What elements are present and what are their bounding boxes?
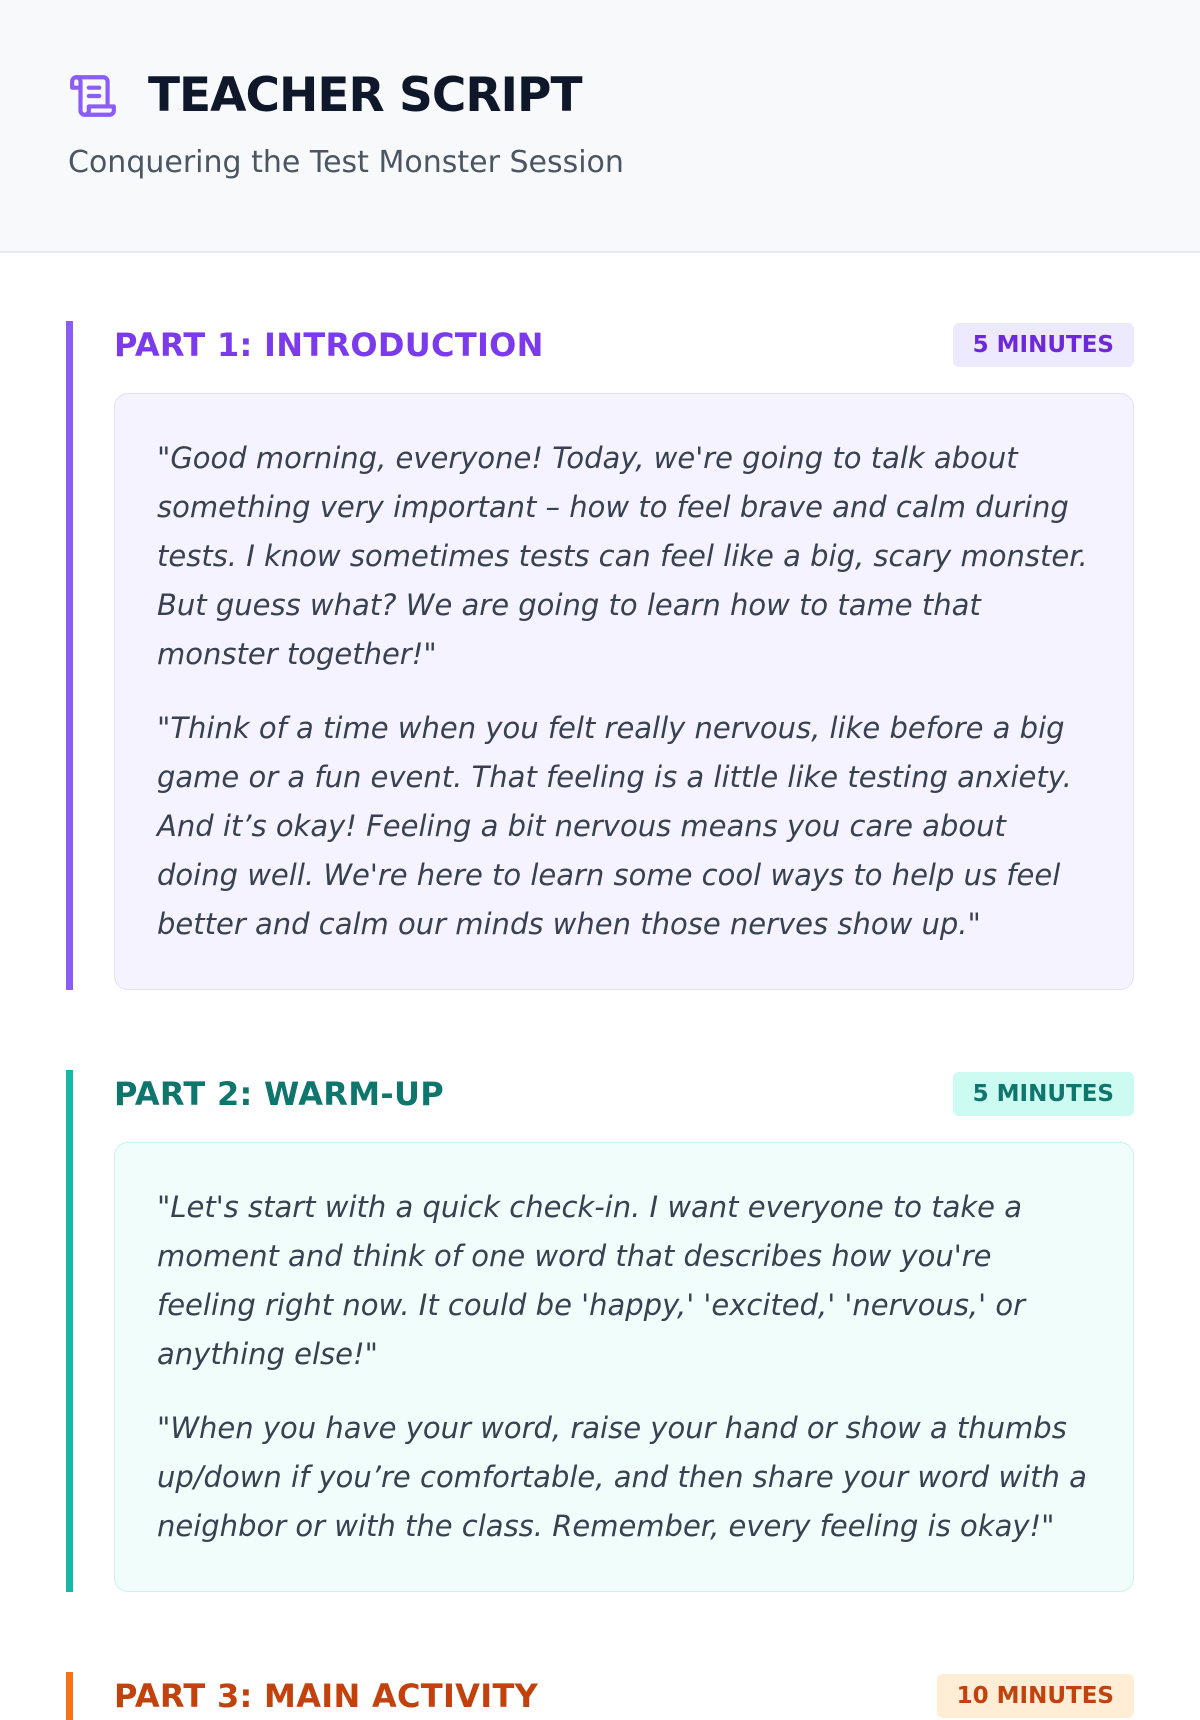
page-title: TEACHER SCRIPT: [148, 68, 582, 123]
section-accent-bar: [66, 1070, 73, 1592]
section-accent-bar: [66, 321, 73, 990]
section-warm-up: [66, 1070, 1134, 1592]
duration-badge: 5 MINUTES: [953, 323, 1134, 367]
section-title: PART 3: MAIN ACTIVITY: [114, 1677, 539, 1715]
page-subtitle: Conquering the Test Monster Session: [68, 145, 624, 180]
section-main-activity: [66, 1672, 1134, 1720]
script-box: [114, 393, 1134, 990]
title-row: [68, 68, 1200, 123]
script-paragraph: "When you have your word, raise your hand or show a thumbs up/down if you’re comfortable, and then share your word with a neighbor or with the class. Remember, every feeling is okay!": [157, 1411, 1087, 1543]
section-accent-bar: [66, 1672, 73, 1720]
section-title: PART 1: INTRODUCTION: [114, 326, 544, 364]
script-box: [114, 1142, 1134, 1592]
section-header: [114, 321, 1134, 369]
script-paragraph: "Think of a time when you felt really nervous, like before a big game or a fun event. That feeling is a little like testing anxiety. And it’s okay! Feeling a bit nervous means you care about doing well. We're here to learn some cool ways to help us feel better and calm our minds when those nerves show up.": [157, 711, 1072, 941]
duration-badge: 10 MINUTES: [937, 1674, 1134, 1718]
section-introduction: [66, 321, 1134, 990]
duration-badge: 5 MINUTES: [953, 1072, 1134, 1116]
page-header: [0, 0, 1200, 253]
section-header: [114, 1672, 1134, 1720]
section-title: PART 2: WARM-UP: [114, 1075, 444, 1113]
script-paragraph: "Good morning, everyone! Today, we're going to talk about something very important – how to feel brave and calm during tests. I know sometimes tests can feel like a big, scary monster. But guess what? We are going to learn how to tame that monster together!": [157, 441, 1088, 671]
script-content: [0, 253, 1200, 1720]
section-header: [114, 1070, 1134, 1118]
script-paragraph: "Let's start with a quick check-in. I want everyone to take a moment and think of one word that describes how you're feeling right now. It could be 'happy,' 'excited,' 'nervous,' or anything else!": [157, 1190, 1026, 1371]
scroll-icon: [68, 71, 118, 121]
